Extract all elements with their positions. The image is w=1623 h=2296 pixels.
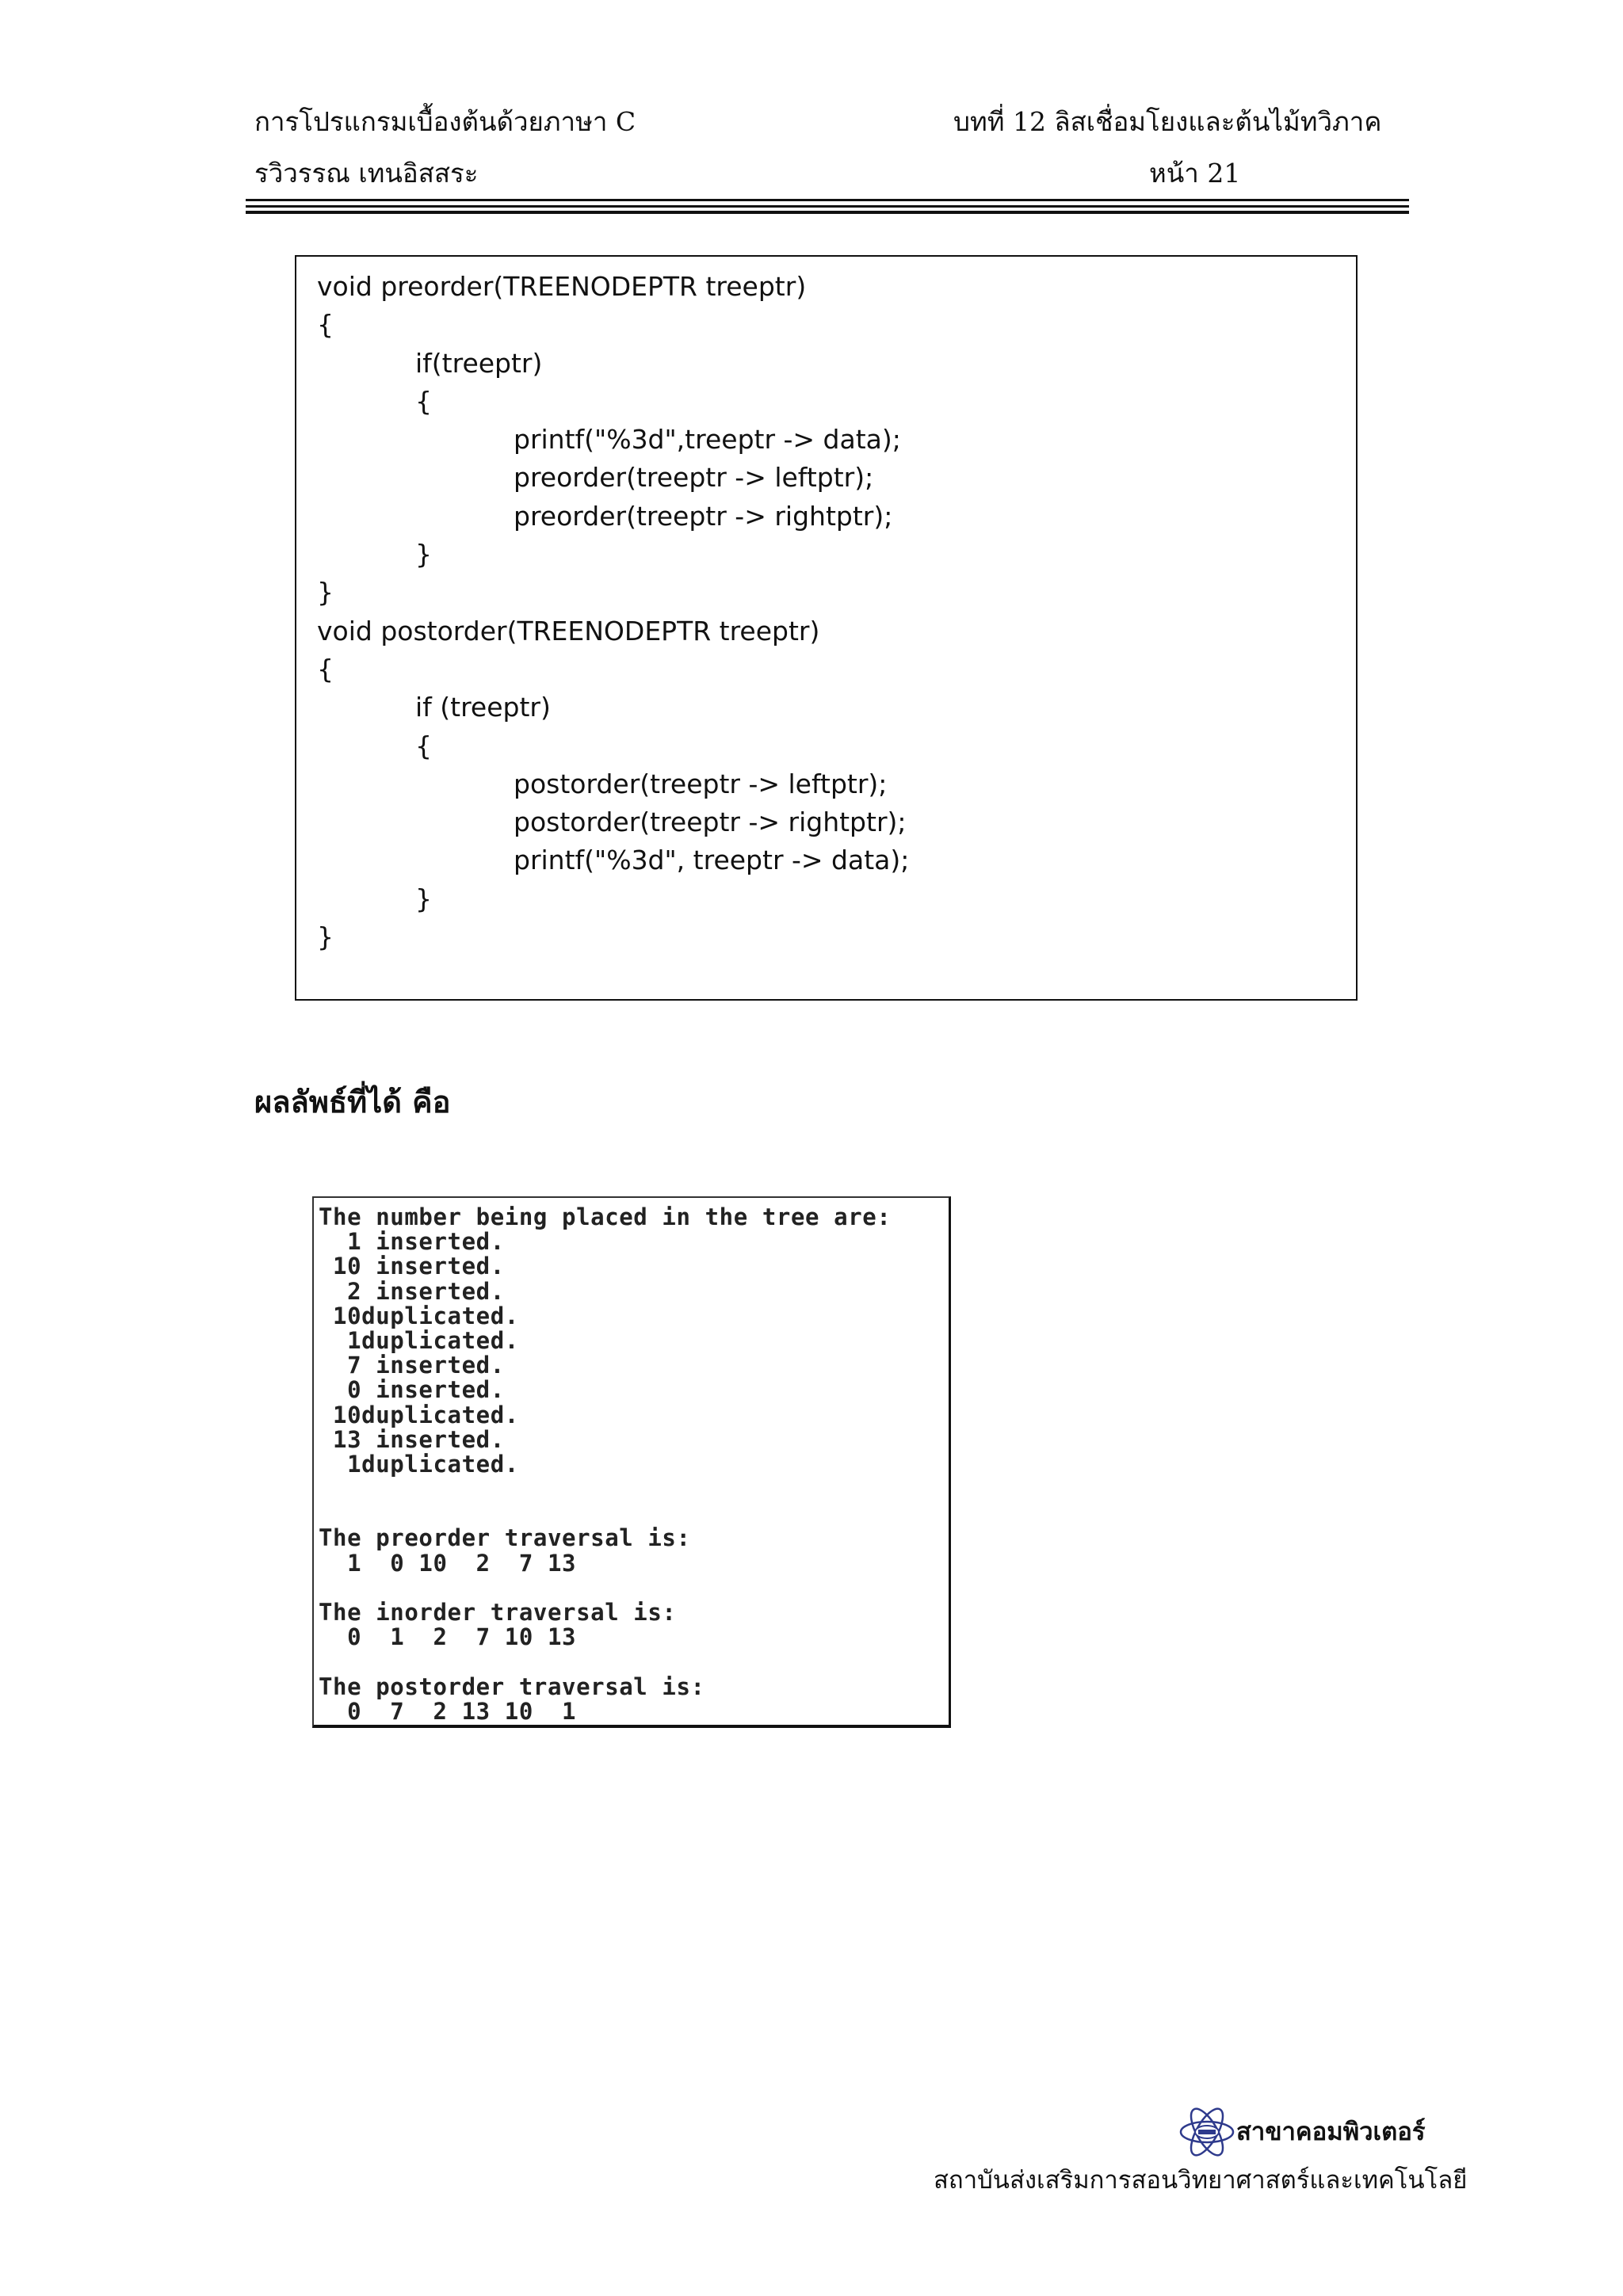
console-line: 0 1 2 7 10 13 — [319, 1623, 577, 1651]
code-listing — [317, 268, 909, 956]
console-line: 1duplicated. — [319, 1326, 519, 1354]
code-line: { — [415, 385, 432, 417]
console-line: The postorder traversal is: — [319, 1672, 705, 1700]
console-line: The preorder traversal is: — [319, 1524, 691, 1552]
code-line: preorder(treeptr -> rightptr); — [514, 500, 893, 532]
code-line: { — [415, 730, 432, 761]
code-line: void postorder(TREENODEPTR treeptr) — [317, 615, 820, 646]
code-line: } — [317, 921, 334, 953]
code-line: { — [317, 653, 334, 685]
header-divider — [246, 205, 1409, 208]
console-output-screenshot — [312, 1196, 951, 1728]
console-line — [319, 1501, 891, 1526]
console-line — [319, 1650, 891, 1674]
code-line: postorder(treeptr -> rightptr); — [514, 807, 907, 838]
console-line: 1 0 10 2 7 13 — [319, 1549, 577, 1577]
console-line — [319, 1477, 891, 1501]
header-page-number: หน้า 21 — [1149, 158, 1241, 189]
header-author: รวิวรรณ เทนอิสสระ — [254, 158, 479, 189]
code-line: void preorder(TREENODEPTR treeptr) — [317, 271, 807, 302]
console-line: 10 inserted. — [319, 1253, 505, 1280]
code-listing-box — [295, 255, 1358, 1001]
footer-department: สาขาคอมพิวเตอร์ — [1236, 2118, 1426, 2146]
atom-logo-icon — [1178, 2103, 1235, 2161]
console-line: 13 inserted. — [319, 1425, 505, 1453]
code-line: } — [415, 539, 432, 570]
code-line: postorder(treeptr -> leftptr); — [514, 768, 888, 799]
code-line: printf("%3d", treeptr -> data); — [514, 845, 910, 876]
code-line: { — [317, 309, 334, 341]
result-heading: ผลลัพธ์ที่ได้ คือ — [254, 1084, 451, 1119]
code-line: } — [317, 577, 334, 608]
header-divider — [246, 211, 1409, 214]
console-line: 0 7 2 13 10 1 — [319, 1697, 577, 1725]
console-line: 1duplicated. — [319, 1450, 519, 1478]
console-line — [319, 1576, 891, 1600]
console-line: 0 inserted. — [319, 1376, 505, 1404]
console-line: 2 inserted. — [319, 1277, 505, 1305]
console-line: The number being placed in the tree are: — [319, 1203, 892, 1230]
header-divider — [246, 199, 1409, 201]
console-line: 7 inserted. — [319, 1352, 505, 1379]
console-line: 1 inserted. — [319, 1228, 505, 1256]
header-book-title: การโปรแกรมเบื้องต้นด้วยภาษา C — [254, 106, 636, 137]
code-line: printf("%3d",treeptr -> data); — [514, 424, 901, 456]
console-line: 10duplicated. — [319, 1401, 519, 1428]
code-line: if (treeptr) — [415, 692, 551, 723]
header-chapter-title: บทที่ 12 ลิสเชื่อมโยงและต้นไม้ทวิภาค — [953, 106, 1382, 137]
code-line: if(treeptr) — [415, 347, 543, 379]
console-output — [319, 1205, 891, 1724]
footer-institute: สถาบันส่งเสริมการสอนวิทยาศาสตร์และเทคโนโลยี — [934, 2166, 1468, 2195]
console-line: The inorder traversal is: — [319, 1599, 677, 1626]
console-line: 10duplicated. — [319, 1302, 519, 1329]
code-line: } — [415, 883, 432, 914]
code-line: preorder(treeptr -> leftptr); — [514, 462, 874, 494]
